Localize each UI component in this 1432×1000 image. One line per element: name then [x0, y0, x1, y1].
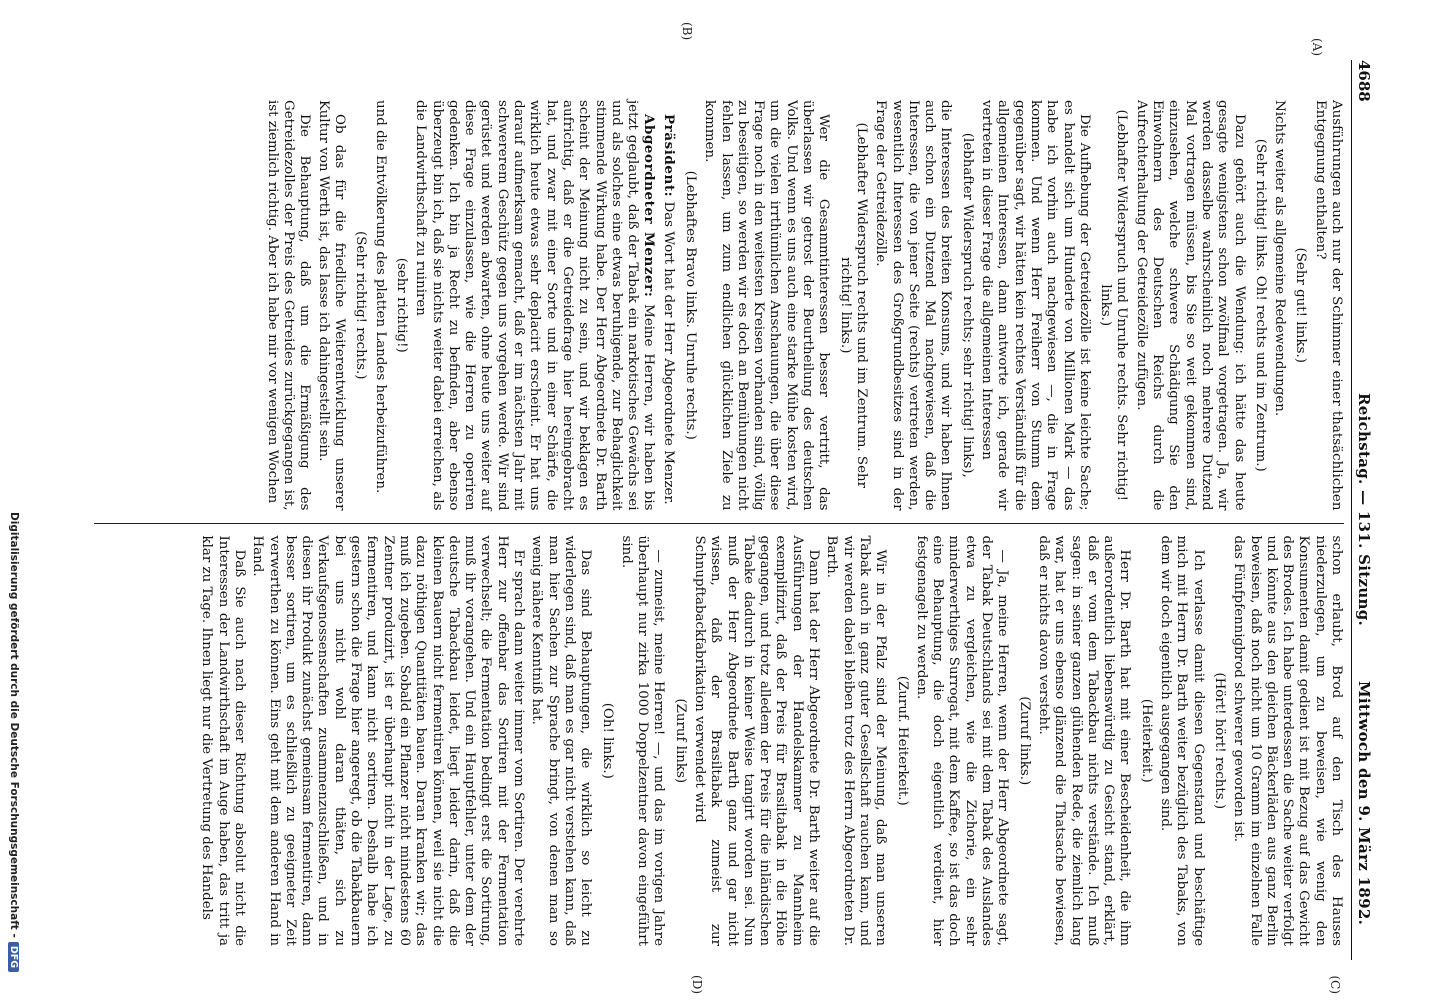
speech-text: Das Wort hat der Herr Abgeordnete Menzer. [660, 201, 676, 505]
right-column [94, 523, 1344, 959]
speech-text: Meine Herren, wir haben bis jetzt geglaubt, daß der Tabak ein narkotisches Gewächs sei und als solches eine etwas beruhigende, zur Behaglichkeit stimmende Wirkung habe. Der Herr Abgeordnete Dr. Barth scheint der Meinung nicht zu sein, und wir beklagen es aufrichtig, daß er die Getreidefrage hier hereingebracht hat, und zwar mit einer Sorte und in einer Schärfe, die wirklich heute etwas sehr deplacirt erscheint. Er hat uns darauf aufmerksam gemacht, daß er im nächsten Jahr mit schwererem Geschütz gegen uns vorgehen werde. Wir sind gerüstet und werden abwarten, ohne heute uns weiter auf diese Frage einzulassen, wie die Herren zu operiren gedenken. Ich bin ja Recht zu befinden, aber ebenso überzeugt bin ich, daß sie nichts weiter dabei erreichen, als die Landwirthschaft zu ruiniren [413, 100, 657, 511]
marginal-letter-b: (B) [680, 22, 694, 41]
speaker-name: Präsident: [660, 114, 677, 198]
session-date: Mittwoch den 9. März 1892. [1355, 681, 1373, 926]
body-paragraph: und die Entvölkerung des platten Landes herbeizuführen. [372, 100, 388, 494]
reaction-note: (Sehr richtig! links. Oh! rechts und im Zentrum.) [1252, 138, 1268, 472]
body-paragraph: Dazu gehört auch die Wendung: ich hätte das heute gesagte wenigstens schon zwölfmal vorgetragen. Ja, wir werden dasselbe wahrscheinlich noch mehrere Dutzend Mal vortragen müssen, bis Sie so weit gekommen sind, einzusehen, welche schwere Schädigung Sie den Einwohnern des Deutschen Reichs durch die Aufrechterhaltung der Getreidezölle zufügen. [1133, 100, 1247, 511]
body-paragraph: Wer die Gesammtinteressen besser vertritt, das überlassen wir getrost der Beurtheilung des deutschen Volks. Und wenn es uns auch eine starke Mühe kosten wird, um die vielen irrthümlichen Anschauungen, die über diese Frage noch in den weitesten Kreisen vorhanden sind, völlig zu beseitigen, so werden wir es doch an Bemühungen nicht fehlen lassen, um zum endlichen glücklichen Ziele zu kommen. [702, 100, 832, 511]
page-number: 4688 [1355, 60, 1373, 102]
marginal-letter-d: (D) [690, 975, 704, 994]
body-paragraph: Dann hat der Herr Abgeordnete Dr. Barth weiter auf die Ausführungen der Handelskammer zu Mannheim exemplifizirt, daß der Preis für Brasiltabak in die Höhe gegangen, und trotz alledem der Preis für die inländischen Tabake dadurch in keiner Weise tangirt worden sei. Nun muß der Herr Abgeordnete Barth ganz und gar nicht wissen, daß der Brasiltabak zumeist zur Schnupftabackfabrikation verwendet wird [692, 535, 822, 946]
body-paragraph: Herr Dr. Barth hat mit einer Bescheidenheit, die ihm außerordentlich liebenswürdig zu Gesicht stand, erklärt, daß er vom dem Tabackbau nichts verstände. Ich muß sagen: in seiner ganzen glühenden Rede, die ziemlich lang war, hat er uns ebenso glänzend die Thatsache bewiesen, daß er nichts davon versteht. [1035, 535, 1133, 946]
body-paragraph: Wir in der Pfalz sind der Meinung, daß man unseren Tabak auch in ganz guter Gesellschaft rauchen kann, und wir werden dabei bleiben trotz des Herrn Abgeordneten Dr. Barth. [824, 535, 889, 946]
body-paragraph: Ich verlasse damit diesen Gegenstand und beschäftige mich mit Herrn Dr. Barth weiter bezüglich des Tabaks, von dem wir doch eigentlich ausgegangen sind. [1158, 535, 1206, 946]
left-column [94, 88, 1344, 523]
body-paragraph: die Interessen des breiten Konsums, und wir haben Ihnen auch schon ein Dutzend Mal nachgewiesen, daß die Interessen, die von jener Seite (rechts) vertreten werden, wesentlich Interessen des Großgrundbesitzes sind in der Frage der Getreidezölle. [873, 100, 954, 511]
reaction-note: (Sehr gut! links.) [1293, 247, 1309, 363]
digitization-footer [8, 512, 20, 972]
marginal-letter-c: (C) [1328, 975, 1342, 994]
footer-note-text: Digitalisierung gefördert durch die Deutsche Forschungsgemeinschaft - [8, 512, 20, 938]
body-paragraph: — zumeist, meine Herren! —, und das im vorigen Jahre überhaupt nur zirka 1000 Doppelzentner davon eingeführt sind. [618, 535, 667, 946]
body-paragraph: Nichts weiter als allgemeine Redewendungen. [1272, 100, 1288, 417]
speaker-paragraph [659, 100, 676, 511]
marginal-letter-a: (A) [1310, 38, 1324, 57]
reaction-note: (lebhafter Widerspruch rechts; sehr richtig! links), [959, 132, 975, 478]
reaction-note: (Oh! links.) [599, 702, 615, 779]
dfg-badge: DFG [8, 942, 19, 972]
text-columns [94, 88, 1344, 958]
body-paragraph: Die Behauptung, daß um die Ermäßigung des Getreidezolles der Preis des Getreides zurückgegangen ist, ist ziemlich richtig. Aber ich habe mir vor wenigen Wochen [264, 100, 313, 511]
reaction-note: (Zuruf links) [672, 698, 688, 784]
body-paragraph: Er sprach dann weiter immer vom Sortiren. Der verehrte Herr zur offenbar das Sortiren mit der Fermentation verwechselt; die Fermentation bedingt erst die Sortirung, muß ihr vorangehen. Und ein Hauptfehler, unter dem der deutsche Tabackbau leidet, liegt leider darin, daß die kleinen Bauern nicht fermentiren können, weil sie nicht die dazu nöthigen Quantitäten bauen. Daran kranken wir; das muß ich zugeben. Sobald ein Pflanzer nicht mindestens 60 Zentner produzirt, ist er überhaupt nicht in der Lage, zu fermentiren, und kann nicht sortiren. Deshalb habe ich gestern schon die Frage hier angeregt, ob die Tabakbauern bei uns nicht wohl daran thäten, sich zu Verkaufsgenossenschaften zusammenzuschließen, und in diesen ihr Produkt zunächst gemeinsam fermentiren, dann besser sortiren, um es schließlich zu geeigneter Zeit verwerthen zu können. Eins geht mit dem anderen Hand in Hand. [250, 535, 527, 946]
body-paragraph: schon erlaubt, Brod auf den Tisch des Hauses niederzulegen, um zu beweisen, wie wenig den Konsumenten damit gedient ist mit Bezug auf das Gewicht des Brodes. Ich habe unterdessen die Sache weiter verfolgt und könnte aus den gleichen Bäckerläden aus ganz Berlin beweisen, daß noch nicht um 10 Gramm im einzelnen Falle das Fünfpfennigbrod schwerer geworden ist. [1231, 535, 1344, 946]
speaker-paragraph [412, 100, 657, 511]
reaction-note: (Lebhafter Widerspruch und Unruhe rechts. Sehr richtig! links.) [1098, 109, 1130, 502]
body-paragraph: Die Aufhebung der Getreidezölle ist keine leichte Sache; es handelt sich um Hunderte von Millionen Mark — das habe ich vorhin auch nachgewiesen —, die in Frage kommen. Und wenn Herr Freiherr von Stumm dem gegenüber sagt, wir hätten kein rechtes Verständniß für die allgemeinen Interessen, dann antworte ich, gerade wir vertreten in dieser Frage die allgemeinen Interessen [979, 100, 1092, 511]
body-paragraph: Das sind Behauptungen, die wirklich so leicht zu widerlegen sind, daß man es gar nicht verstehen kann, daß man hier Sachen zur Sprache bringt, von denen man so wenig nähere Kenntniß hat. [529, 535, 594, 946]
body-paragraph: — Ja, meine Herren, wenn der Herr Abgeordnete sagt, der Tabak Deutschlands sei mit dem Tabak des Auslandes etwa zu vergleichen, wie die Zichorie, ein sehr minderwerthiges Surrogat, mit dem Kaffee, so ist das doch eine Behauptung, die doch eigentlich verdient, hier festgenagelt zu werden. [913, 535, 1011, 946]
reaction-note: (sehr richtig!) [393, 257, 409, 353]
page-header [1351, 60, 1376, 960]
body-paragraph: Ob das für die friedliche Weiterentwicklung unserer Kultur von Werth ist, das lasse ich dahingestellt sein. [315, 100, 348, 511]
reaction-note: (Heiterkeit.) [1138, 698, 1154, 783]
reaction-note: (Zuruf links.) [1016, 696, 1032, 786]
reaction-note: (Zuruf. Heiterkeit.) [894, 675, 910, 806]
reaction-note: (Lebhafter Widerspruch rechts und im Zentrum. Sehr richtig! links.) [837, 122, 869, 489]
speaker-name: Abgeordneter Menzer: [641, 114, 658, 298]
body-paragraph: Ausführungen auch nur der Schimmer einer thatsächlichen Entgegnung enthalten? [1312, 100, 1344, 511]
reaction-note: (Lebhaftes Bravo links. Unruhe rechts.) [683, 170, 699, 440]
session-title: Reichstag. — 131. Sitzung. [1355, 393, 1373, 627]
reaction-note: (Sehr richtig! rechts.) [353, 231, 369, 380]
reaction-note: (Hört! hört! rechts.) [1211, 672, 1227, 810]
body-paragraph: Daß Sie auch nach dieser Richtung absolut nicht die Interessen der Landwirthschaft im Auge haben, das tritt ja klar zu Tage. Ihnen liegt nur die Vertretung des Handels [199, 535, 247, 946]
